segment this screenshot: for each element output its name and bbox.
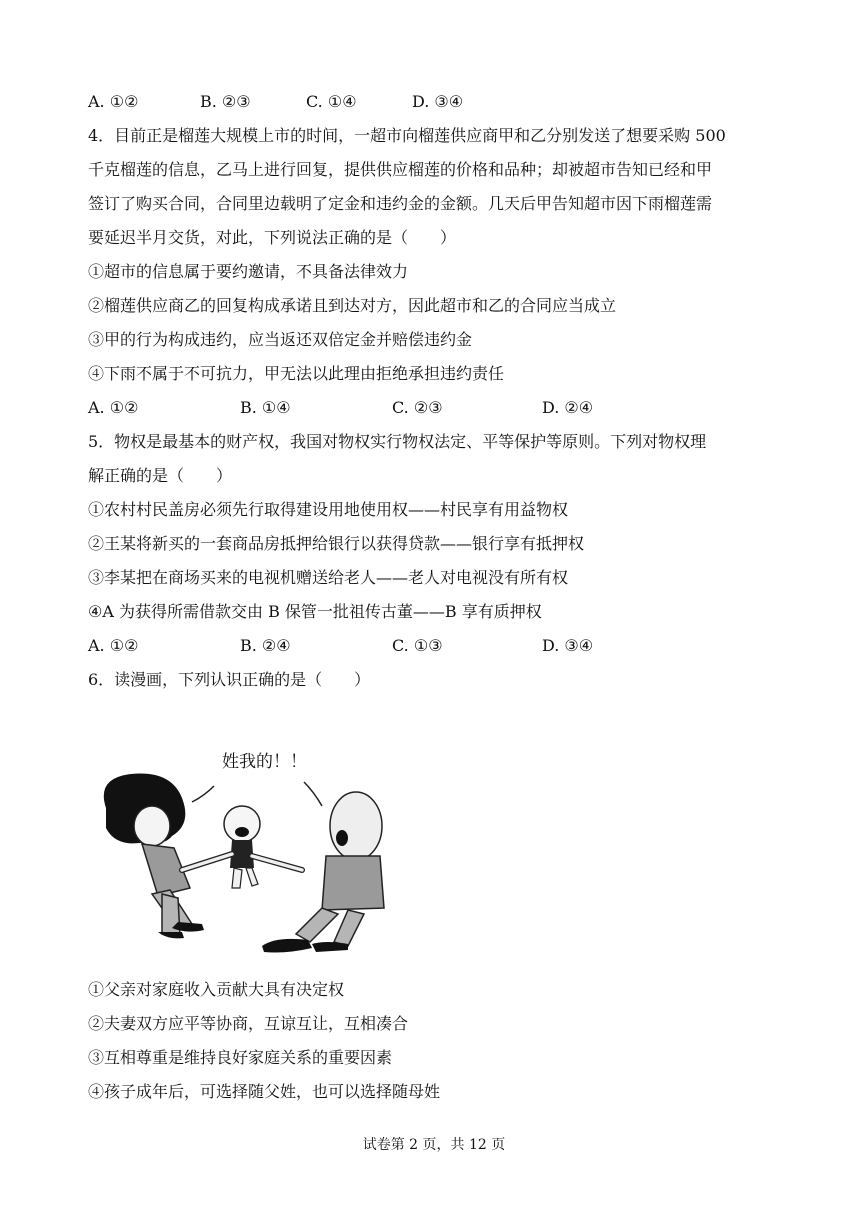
q6-item-1: ①父亲对家庭收入贡献大具有决定权 — [88, 980, 345, 999]
q4-option-c: C. ②③ — [392, 398, 443, 417]
q4-item-1: ①超市的信息属于要约邀请，不具备法律效力 — [88, 262, 409, 281]
q3-option-b: B. ②③ — [200, 92, 251, 111]
q4-stem-line: 千克榴莲的信息，乙马上进行回复，提供供应榴莲的价格和品种；却被超市告知已经和甲 — [88, 160, 713, 179]
q4-stem-line: 4．目前正是榴莲大规模上市的时间，一超市向榴莲供应商甲和乙分别发送了想要采购 500 — [88, 126, 726, 145]
q5-option-d: D. ③④ — [542, 636, 594, 655]
q5-stem-line: 5．物权是最基本的财产权，我国对物权实行物权法定、平等保护等原则。下列对物权理 — [88, 432, 707, 451]
q4-option-b: B. ①④ — [240, 398, 291, 417]
q5-item-3: ③李某把在商场买来的电视机赠送给老人——老人对电视没有所有权 — [88, 568, 569, 587]
q4-stem-line: 要延迟半月交货，对此，下列说法正确的是（ ） — [88, 228, 457, 247]
page-footer: 试卷第 2 页，共 12 页 — [362, 1137, 506, 1153]
q6-stem: 6．读漫画，下列认识正确的是（ ） — [88, 670, 371, 689]
q5-option-c: C. ①③ — [392, 636, 443, 655]
q4-item-4: ④下雨不属于不可抗力，甲无法以此理由拒绝承担违约责任 — [88, 364, 505, 383]
q4-item-2: ②榴莲供应商乙的回复构成承诺且到达对方，因此超市和乙的合同应当成立 — [88, 296, 617, 315]
q3-option-d: D. ③④ — [412, 92, 464, 111]
q4-option-a: A. ①② — [88, 398, 139, 417]
q6-item-3: ③互相尊重是维持良好家庭关系的重要因素 — [88, 1048, 393, 1067]
q3-option-c: C. ①④ — [306, 92, 357, 111]
q3-option-a: A. ①② — [88, 92, 139, 111]
q6-item-2: ②夫妻双方应平等协商，互谅互让，互相凑合 — [88, 1014, 409, 1033]
q5-item-4: ④A 为获得所需借款交由 B 保管一批祖传古董——B 享有质押权 — [88, 602, 542, 621]
q5-item-2: ②王某将新买的一套商品房抵押给银行以获得贷款——银行享有抵押权 — [88, 534, 585, 553]
cartoon-speech-text: 姓我的！！ — [222, 752, 307, 772]
q5-option-a: A. ①② — [88, 636, 139, 655]
q4-stem-line: 签订了购买合同，合同里边载明了定金和违约金的金额。几天后甲告知超市因下雨榴莲需 — [88, 194, 713, 213]
q5-item-1: ①农村村民盖房必须先行取得建设用地使用权——村民享有用益物权 — [88, 500, 569, 519]
q5-stem-line: 解正确的是（ ） — [88, 466, 233, 485]
q4-item-3: ③甲的行为构成违约，应当返还双倍定金并赔偿违约金 — [88, 330, 473, 349]
q6-item-4: ④孩子成年后，可选择随父姓，也可以选择随母姓 — [88, 1082, 441, 1101]
q4-option-d: D. ②④ — [542, 398, 594, 417]
q5-option-b: B. ②④ — [240, 636, 291, 655]
